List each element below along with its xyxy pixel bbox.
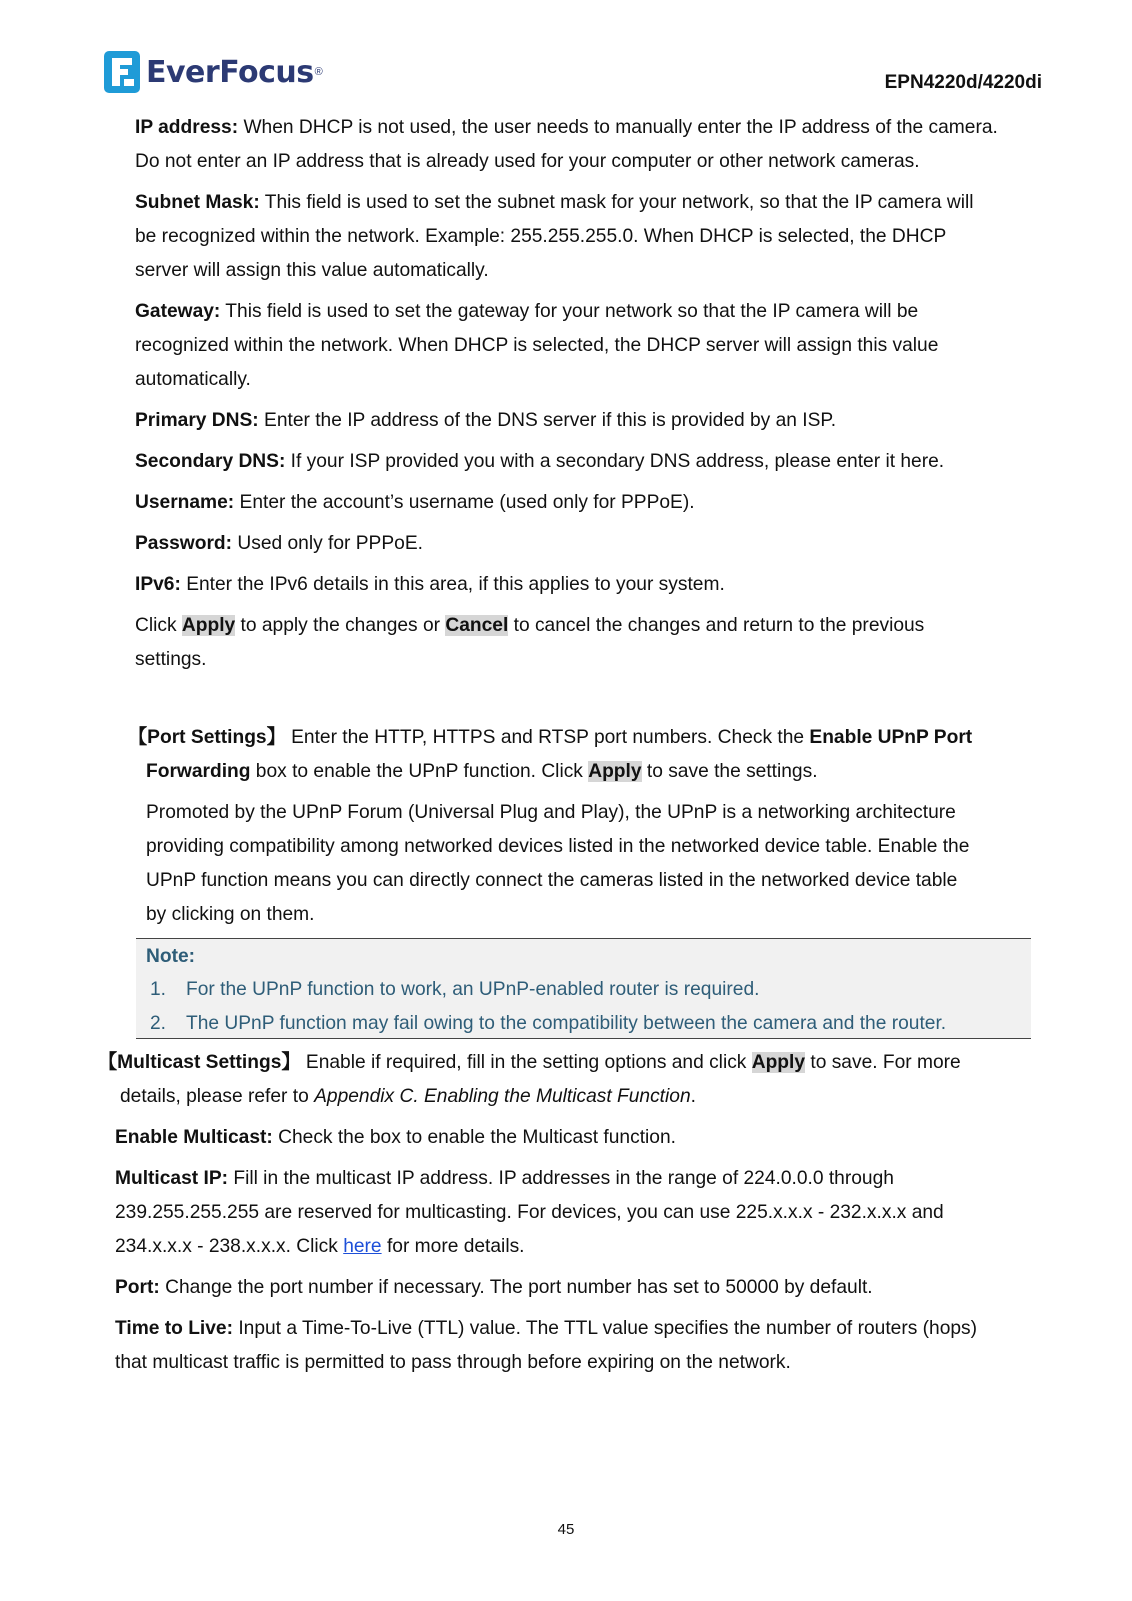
apply-keyword: Apply (751, 1052, 806, 1073)
network-fields-section (135, 111, 1055, 677)
username-paragraph: Username: Enter the account’s username (used only for PPPoE). (135, 492, 695, 513)
apply-keyword: Apply (181, 615, 236, 636)
brand-name: EverFocus (146, 54, 314, 90)
port-paragraph: Port: Change the port number if necessary. The port number has set to 50000 by default. (115, 1277, 873, 1298)
primary-dns-paragraph: Primary DNS: Enter the IP address of the DNS server if this is provided by an ISP. (135, 410, 837, 431)
note-item: 1. For the UPnP function to work, an UPnP-enabled router is required. (150, 979, 760, 1000)
port-settings-intro: 【Port Settings】 Enter the HTTP, HTTPS and RTSP port numbers. Check the Enable UPnP Port Forwarding box to enable the UPnP function. Click Apply to save the settings. (128, 727, 973, 782)
registered-mark: ® (314, 66, 323, 78)
ip-address-paragraph: IP address: When DHCP is not used, the user needs to manually enter the IP address of the camera. Do not enter an IP address that is already used for your computer or other network cameras. (135, 117, 998, 172)
multicast-ip-paragraph: Multicast IP: Fill in the multicast IP address. IP addresses in the range of 224.0.0.0 through 239.255.255.255 are reserved for multicasting. For devices, you can use 225.x.x.x - 232.x.x.x and 234.x.x.x - 238.x.x.x. Click here for more details. (115, 1168, 944, 1257)
note-box (136, 938, 1031, 1039)
here-link[interactable]: here (343, 1236, 382, 1257)
note-title: Note: (146, 946, 196, 967)
secondary-dns-paragraph: Secondary DNS: If your ISP provided you with a secondary DNS address, please enter it here. (135, 451, 945, 472)
note-item: 2. The UPnP function may fail owing to the compatibility between the camera and the router. (150, 1013, 947, 1034)
apply-keyword: Apply (588, 761, 642, 782)
ipv6-paragraph: IPv6: Enter the IPv6 details in this area, if this applies to your system. (135, 574, 725, 595)
brand-logo (104, 50, 323, 94)
time-to-live-paragraph: Time to Live: Input a Time-To-Live (TTL) value. The TTL value specifies the number of routers (hops) that multicast traffic is permitted to pass through before expiring on the network. (115, 1318, 978, 1373)
multicast-settings-section (98, 1046, 1058, 1380)
password-paragraph: Password: Used only for PPPoE. (135, 533, 423, 554)
apply-cancel-paragraph: Click Apply to apply the changes or Cancel to cancel the changes and return to the previous settings. (135, 615, 925, 670)
gateway-paragraph: Gateway: This field is used to set the gateway for your network so that the IP camera will be recognized within the network. When DHCP is selected, the DHCP server will assign this value automatically. (135, 301, 939, 390)
subnet-mask-paragraph: Subnet Mask: This field is used to set the subnet mask for your network, so that the IP camera will be recognized within the network. Example: 255.255.255.0. When DHCP is selected, the DHCP server will assign this value automatically. (135, 192, 974, 281)
multicast-intro: 【Multicast Settings】 Enable if required, fill in the setting options and click Apply to save. For more details, please refer to Appendix C. Enabling the Multicast Function. (98, 1052, 961, 1107)
cancel-keyword: Cancel (445, 615, 509, 636)
page-number: 45 (557, 1521, 575, 1538)
port-settings-heading: 【Port Settings】 (128, 727, 286, 748)
upnp-description: Promoted by the UPnP Forum (Universal Plug and Play), the UPnP is a networking architecture providing compatibility among networked devices listed in the networked device table. Enable the UPnP function means you can directly connect the cameras listed in the networked device table by clicking on them. (146, 802, 970, 925)
enable-multicast-paragraph: Enable Multicast: Check the box to enable the Multicast function. (115, 1127, 676, 1148)
model-name: EPN4220d/4220di (884, 72, 1042, 93)
port-settings-section (128, 721, 1058, 932)
appendix-reference: Appendix C. Enabling the Multicast Function (314, 1086, 691, 1107)
everfocus-logo-icon (104, 51, 140, 93)
multicast-settings-heading: 【Multicast Settings】 (98, 1052, 301, 1073)
